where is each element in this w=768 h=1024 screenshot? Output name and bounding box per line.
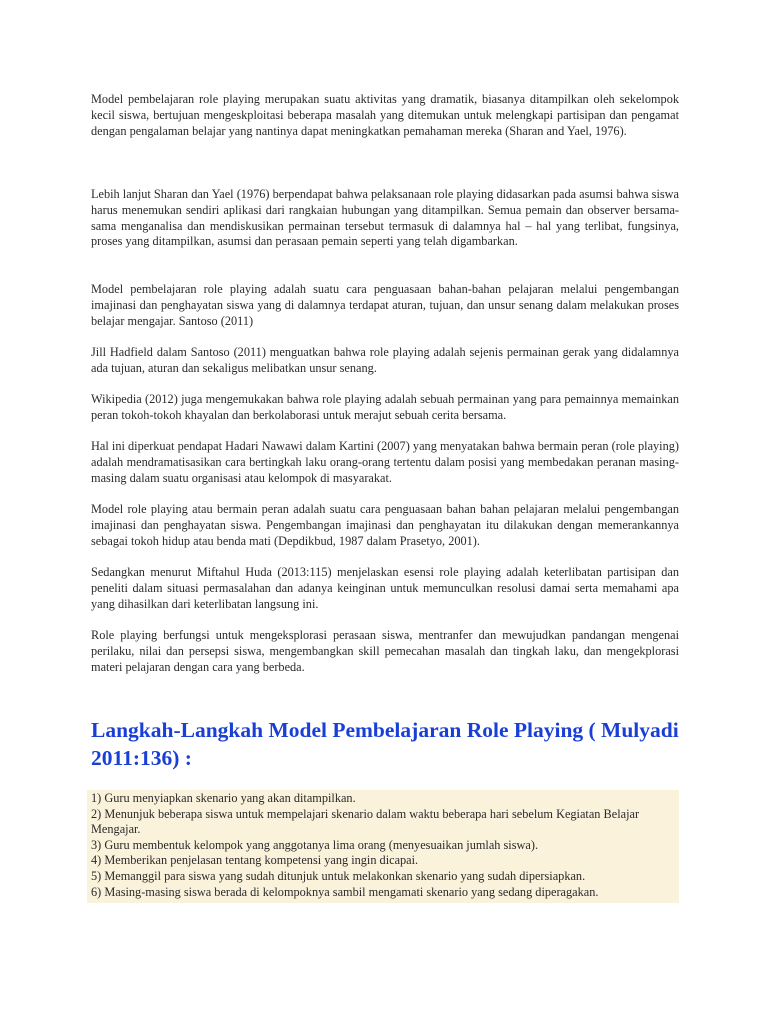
paragraph-7: Model role playing atau bermain peran adalah suatu cara penguasaan bahan bahan pelajaran melalui pengembangan imajinasi dan penghayatan siswa. Pengembangan imajinasi dan penghayatan itu dilakukan dengan memerankannya sebagai tokoh hidup atau benda mati (Depdikbud, 1987 dalam Prasetyo, 2001). (91, 502, 679, 548)
paragraph-2: Lebih lanjut Sharan dan Yael (1976) berpendapat bahwa pelaksanaan role playing didasarkan pada asumsi bahwa siswa harus menemukan sendiri aplikasi dari rangkaian hubungan yang ditampilkan. Semua pemain dan observer bersama-sama menganalisa dan mendiskusikan permainan tersebut termasuk di dalamnya hal – hal yang terlibat, fungsinya, proses yang ditampilkan, asumsi dan perasaan pemain seperti yang telah digambarkan. (91, 187, 679, 249)
paragraph-5: Wikipedia (2012) juga mengemukakan bahwa role playing adalah sebuah permainan yang para pemainnya memainkan peran tokoh-tokoh khayalan dan berkolaborasi untuk merajut sebuah cerita bersama. (91, 392, 679, 422)
step-item: 2) Menunjuk beberapa siswa untuk mempelajari skenario dalam waktu beberapa hari sebelum Kegiatan Belajar Mengajar. (91, 806, 640, 837)
step-item: 6) Masing-masing siswa berada di kelompoknya sambil mengamati skenario yang sedang diperagakan. (91, 884, 599, 899)
step-item: 3) Guru membentuk kelompok yang anggotanya lima orang (menyesuaikan jumlah siswa). (91, 837, 539, 852)
paragraph-9: Role playing berfungsi untuk mengeksplorasi perasaan siswa, mentranfer dan mewujudkan pandangan mengenai perilaku, nilai dan persepsi siswa, mengembangkan skill pemecahan masalah dan tingkah laku, dan mengekplorasi materi pelajaran dengan cara yang berbeda. (91, 628, 679, 674)
paragraph-1: Model pembelajaran role playing merupakan suatu aktivitas yang dramatik, biasanya ditampilkan oleh sekelompok kecil siswa, bertujuan mengeskploitasi beberapa masalah yang ditemukan untuk melengkapi partisipan dan pengamat dengan pengalaman belajar yang nantinya dapat meningkatkan pemahaman mereka (Sharan and Yael, 1976). (91, 92, 679, 138)
paragraph-4: Jill Hadfield dalam Santoso (2011) menguatkan bahwa role playing adalah sejenis permainan gerak yang didalamnya ada tujuan, aturan dan sekaligus melibatkan unsur senang. (91, 345, 679, 375)
paragraph-3: Model pembelajaran role playing adalah suatu cara penguasaan bahan-bahan pelajaran melalui pengembangan imajinasi dan penghayatan siswa yang di dalamnya terdapat aturan, tujuan, dan unsur senang dalam melakukan proses belajar mengajar. Santoso (2011) (91, 282, 679, 328)
step-item: 1) Guru menyiapkan skenario yang akan ditampilkan. (91, 791, 356, 805)
step-item: 5) Memanggil para siswa yang sudah ditunjuk untuk melakonkan skenario yang sudah dipersiapkan. (91, 868, 586, 883)
paragraph-8: Sedangkan menurut Miftahul Huda (2013:115) menjelaskan esensi role playing adalah keterlibatan partisipan dan peneliti dalam situasi permasalahan dan adanya keinginan untuk memunculkan resolusi damai serta memahami apa yang dihasilkan dari keterlibatan langsung ini. (91, 565, 679, 611)
step-item: 4) Memberikan penjelasan tentang kompetensi yang ingin dicapai. (91, 853, 419, 868)
steps-list (87, 790, 679, 903)
paragraph-6: Hal ini diperkuat pendapat Hadari Nawawi dalam Kartini (2007) yang menyatakan bahwa bermain peran (role playing) adalah mendramatisasikan cara bertingkah laku orang-orang tertentu dalam posisi yang membedakan peranan masing-masing dalam suatu organisasi atau kelompok di masyarakat. (91, 439, 679, 485)
section-heading: Langkah-Langkah Model Pembelajaran Role Playing ( Mulyadi 2011:136) : (91, 718, 679, 770)
